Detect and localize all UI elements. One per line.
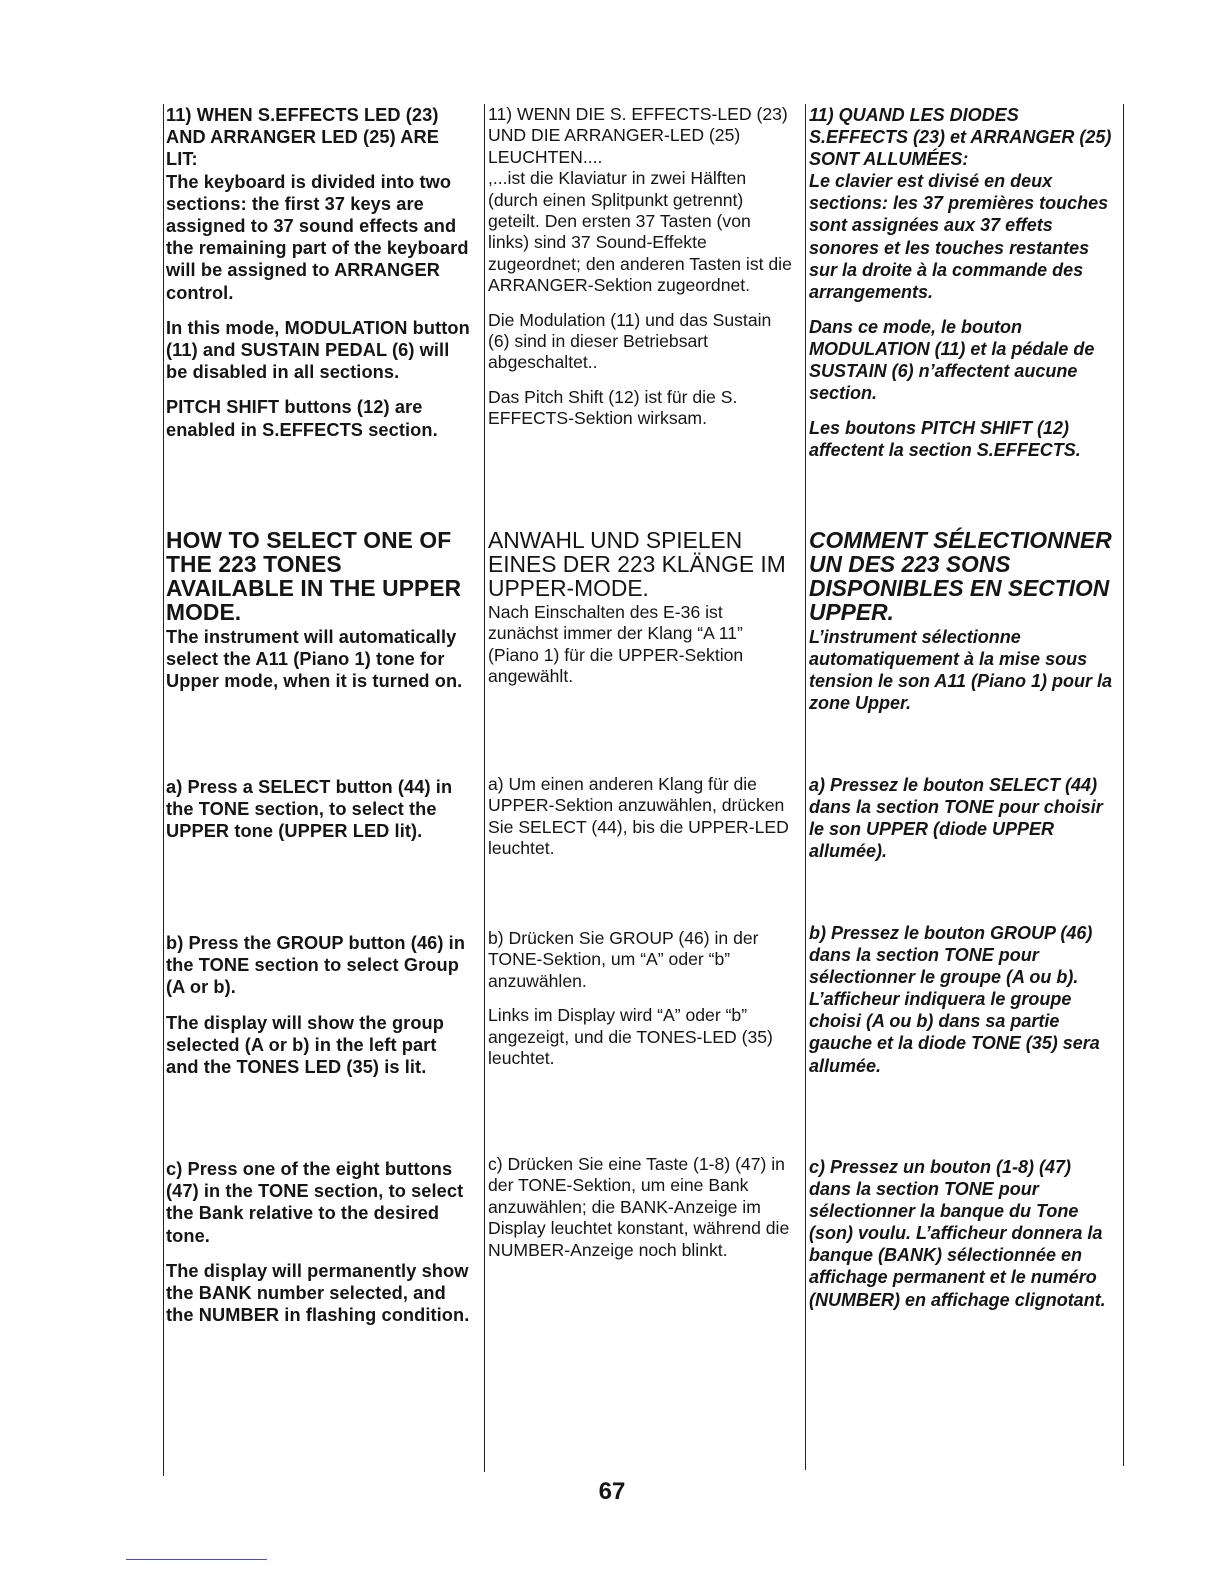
section-effects-mode <box>809 104 1114 461</box>
paragraph: b) Pressez le bouton GROUP (46) dans la section TONE pour sélectionner le groupe (A ou b). L’afficheur indiquera le groupe choisi (A ou b) dans sa partie gauche et la diode TONE (35) sera allumée. <box>809 923 1100 1076</box>
page-number: 67 <box>598 1478 626 1505</box>
paragraph: The instrument will automatically select the A11 (Piano 1) tone for Upper mode, when it is turned on. <box>166 627 463 692</box>
step-a <box>488 774 794 860</box>
paragraph: ,...ist die Klaviatur in zwei Hälften (durch einen Splitpunkt getrennt) geteilt. Den ersten 37 Tasten (von links) sind 37 Sound-Effekte zugeordnet; den anderen Tasten ist die ARRANGER-Sektion zugeordnet. <box>488 168 792 296</box>
paragraph: a) Press a SELECT button (44) in the TONE section, to select the UPPER tone (UPPER LED lit). <box>166 777 453 842</box>
section-select-tone <box>809 528 1114 714</box>
section-heading: ANWAHL UND SPIELEN EINES DER 223 KLÄNGE IM UPPER-MODE. <box>488 527 786 601</box>
paragraph: Le clavier est divisé en deux sections: les 37 premières touches sont assignées aux 37 effets sonores et les touches restantes sur la droite à la commande des arrangements. <box>809 171 1109 302</box>
section-heading: COMMENT SÉLECTIONNER UN DES 223 SONS DISPONIBLES EN SECTION UPPER. <box>809 527 1112 625</box>
step-b <box>809 922 1114 1077</box>
paragraph: Les boutons PITCH SHIFT (12) affectent la section S.EFFECTS. <box>809 418 1081 461</box>
step-a <box>166 776 471 843</box>
step-c <box>488 1154 794 1261</box>
paragraph: The display will permanently show the BANK number selected, and the NUMBER in flashing condition. <box>166 1260 470 1326</box>
paragraph: The display will show the group selected (A or b) in the left part and the TONES LED (35) is lit. <box>166 1012 444 1078</box>
step-c <box>166 1158 471 1326</box>
column-rule-left <box>163 104 164 1476</box>
section-title: 11) WHEN S.EFFECTS LED (23) AND ARRANGER LED (25) ARE LIT: <box>166 105 439 170</box>
paragraph: b) Drücken Sie GROUP (46) in der TONE-Sektion, um “A” oder “b” anzuwählen. <box>488 928 759 991</box>
paragraph: Die Modulation (11) und das Sustain (6) sind in dieser Betriebsart abgeschaltet.. <box>488 309 772 373</box>
paragraph: a) Um einen anderen Klang für die UPPER-Sektion anzuwählen, drücken Sie SELECT (44), bis die UPPER-LED leuchtet. <box>488 774 789 859</box>
section-select-tone <box>166 528 471 693</box>
section-effects-mode <box>488 104 794 430</box>
paragraph: b) Press the GROUP button (46) in the TONE section to select Group (A or b). <box>166 933 466 998</box>
column-rule-2 <box>484 104 485 1472</box>
paragraph: Nach Einschalten des E-36 ist zunächst immer der Klang “A 11” (Piano 1) für die UPPER-Sektion angewählt. <box>488 602 744 687</box>
paragraph: c) Pressez un bouton (1-8) (47) dans la section TONE pour sélectionner la banque du Tone (son) voulu. L’afficheur donnera la banque (BANK) sélectionnée en affichage permanent et le numéro (NUMBER) en affichage clignotant. <box>809 1157 1106 1310</box>
paragraph: In this mode, MODULATION button (11) and SUSTAIN PEDAL (6) will be disabled in all sections. <box>166 317 470 383</box>
step-a <box>809 774 1114 862</box>
paragraph: c) Press one of the eight buttons (47) in the TONE section, to select the Bank relative to the desired tone. <box>166 1159 464 1246</box>
paragraph: a) Pressez le bouton SELECT (44) dans la section TONE pour choisir le son UPPER (diode UPPER allumée). <box>809 775 1103 862</box>
column-rule-right <box>1123 104 1124 1466</box>
step-b <box>166 932 471 1078</box>
section-title: 11) QUAND LES DIODES S.EFFECTS (23) et ARRANGER (25) SONT ALLUMÉES: <box>809 105 1112 170</box>
paragraph: PITCH SHIFT buttons (12) are enabled in S.EFFECTS section. <box>166 397 438 440</box>
paragraph: Das Pitch Shift (12) ist für die S. EFFECTS-Sektion wirksam. <box>488 386 738 429</box>
section-effects-mode <box>166 104 471 441</box>
section-heading: HOW TO SELECT ONE OF THE 223 TONES AVAILABLE IN THE UPPER MODE. <box>166 527 462 625</box>
section-select-tone <box>488 528 794 688</box>
section-title: 11) WENN DIE S. EFFECTS-LED (23) UND DIE ARRANGER-LED (25) LEUCHTEN.... <box>488 104 788 167</box>
paragraph: Dans ce mode, le bouton MODULATION (11) et la pédale de SUSTAIN (6) n’affectent aucune section. <box>809 316 1095 404</box>
footnote-rule <box>126 1559 267 1560</box>
paragraph: Links im Display wird “A” oder “b” angezeigt, und die TONES-LED (35) leuchtet. <box>488 1005 773 1069</box>
paragraph: c) Drücken Sie eine Taste (1-8) (47) in der TONE-Sektion, um eine Bank anzuwählen; die BANK-Anzeige im Display leuchtet konstant, während die NUMBER-Anzeige noch blinkt. <box>488 1154 790 1260</box>
paragraph: L’instrument sélectionne automatiquement à la mise sous tension le son A11 (Piano 1) pour la zone Upper. <box>809 627 1113 714</box>
step-c <box>809 1156 1114 1311</box>
paragraph: The keyboard is divided into two sections: the first 37 keys are assigned to 37 sound effects and the remaining part of the keyboard will be assigned to ARRANGER control. <box>166 171 469 303</box>
column-rule-3 <box>805 104 806 1470</box>
step-b <box>488 928 794 1069</box>
